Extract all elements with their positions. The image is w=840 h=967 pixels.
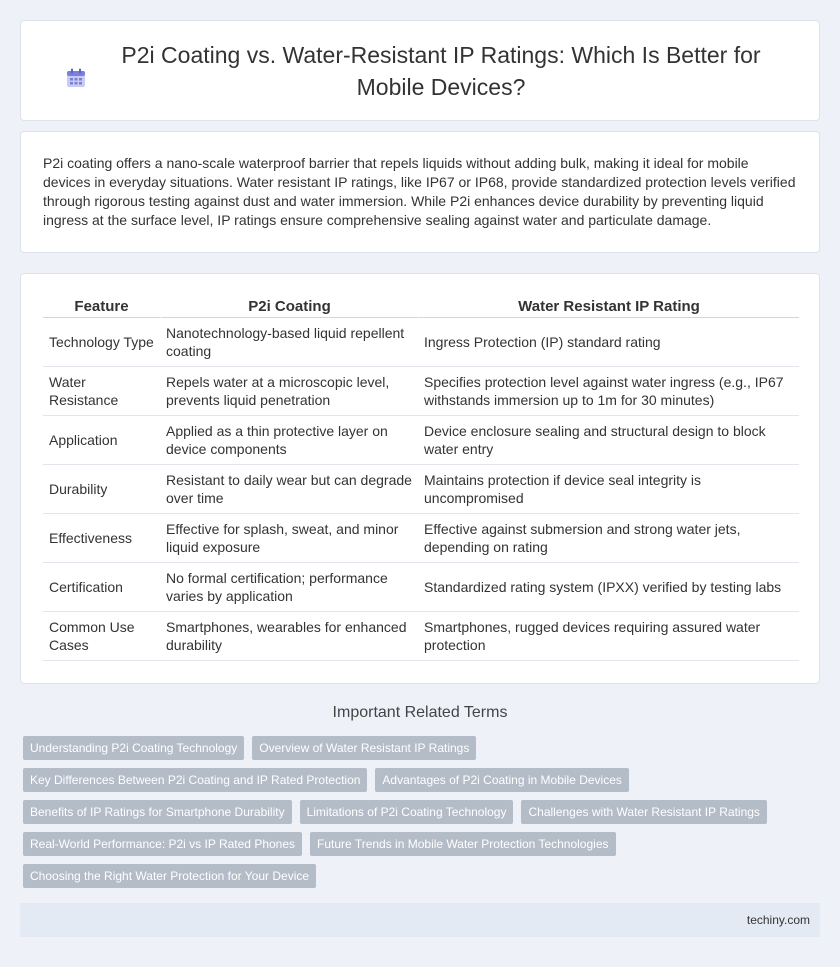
table-row [43, 318, 799, 367]
table-row [43, 465, 799, 514]
table-cell-feature: Effectiveness [43, 514, 160, 563]
calendar-icon [64, 66, 88, 90]
related-term-tag[interactable]: Real-World Performance: P2i vs IP Rated Phones [23, 832, 302, 856]
table-row [43, 514, 799, 563]
related-term-tag[interactable]: Limitations of P2i Coating Technology [300, 800, 514, 824]
table-header-row [43, 294, 799, 318]
table-cell-p2i: No formal certification; performance varies by application [160, 563, 418, 612]
table-row [43, 612, 799, 661]
table-cell-p2i: Nanotechnology-based liquid repellent coating [160, 318, 418, 367]
intro-card [20, 131, 820, 253]
table-cell-feature: Durability [43, 465, 160, 514]
table-header-ip-rating: Water Resistant IP Rating [418, 294, 799, 318]
tag-row [23, 832, 813, 856]
footer [20, 903, 820, 937]
table-cell-p2i: Resistant to daily wear but can degrade over time [160, 465, 418, 514]
tag-row [23, 768, 813, 792]
tag-row [23, 864, 813, 888]
header-card [20, 20, 820, 121]
page-title: P2i Coating vs. Water-Resistant IP Ratings: Which Is Better for Mobile Devices? [121, 41, 761, 100]
footer-site-link[interactable]: techiny.com [746, 913, 810, 927]
table-cell-p2i: Repels water at a microscopic level, prevents liquid penetration [160, 367, 418, 416]
table-cell-ip: Ingress Protection (IP) standard rating [418, 318, 799, 367]
table-header-p2i: P2i Coating [160, 294, 418, 318]
table-cell-ip: Maintains protection if device seal integrity is uncompromised [418, 465, 799, 514]
related-term-tag[interactable]: Advantages of P2i Coating in Mobile Devices [375, 768, 628, 792]
table-cell-feature: Water Resistance [43, 367, 160, 416]
related-term-tag[interactable]: Challenges with Water Resistant IP Ratings [521, 800, 766, 824]
related-term-tag[interactable]: Understanding P2i Coating Technology [23, 736, 244, 760]
related-term-tag[interactable]: Benefits of IP Ratings for Smartphone Durability [23, 800, 292, 824]
table-cell-ip: Specifies protection level against water ingress (e.g., IP67 withstands immersion up to 1m for 30 minutes) [418, 367, 799, 416]
table-cell-feature: Technology Type [43, 318, 160, 367]
comparison-card [20, 273, 820, 684]
related-term-tag[interactable]: Key Differences Between P2i Coating and IP Rated Protection [23, 768, 367, 792]
table-row [43, 416, 799, 465]
table-cell-feature: Application [43, 416, 160, 465]
tag-row [23, 800, 813, 824]
tag-row [23, 736, 813, 760]
related-term-tag[interactable]: Overview of Water Resistant IP Ratings [252, 736, 476, 760]
table-cell-feature: Common Use Cases [43, 612, 160, 661]
related-terms-title: Important Related Terms [332, 704, 508, 721]
table-cell-p2i: Applied as a thin protective layer on device components [160, 416, 418, 465]
table-row [43, 367, 799, 416]
table-header-feature: Feature [43, 294, 160, 318]
table-cell-feature: Certification [43, 563, 160, 612]
table-cell-ip: Device enclosure sealing and structural design to block water entry [418, 416, 799, 465]
table-cell-ip: Standardized rating system (IPXX) verified by testing labs [418, 563, 799, 612]
related-term-tag[interactable]: Future Trends in Mobile Water Protection Technologies [310, 832, 615, 856]
intro-paragraph: P2i coating offers a nano-scale waterproof barrier that repels liquids without adding bulk, making it ideal for mobile devices in everyday situations. Water resistant IP ratings, like IP67 or IP68, provide standardized protection levels verified through rigorous testing against dust and water immersion. While P2i enhances device durability by preventing liquid ingress at the surface level, IP ratings ensure comprehensive sealing against water and particulate damage. [43, 155, 796, 228]
table-row [43, 563, 799, 612]
related-terms-list [23, 736, 813, 896]
table-cell-p2i: Smartphones, wearables for enhanced durability [160, 612, 418, 661]
table-cell-ip: Smartphones, rugged devices requiring assured water protection [418, 612, 799, 661]
table-cell-ip: Effective against submersion and strong water jets, depending on rating [418, 514, 799, 563]
related-term-tag[interactable]: Choosing the Right Water Protection for Your Device [23, 864, 316, 888]
table-cell-p2i: Effective for splash, sweat, and minor liquid exposure [160, 514, 418, 563]
comparison-table [43, 294, 799, 661]
